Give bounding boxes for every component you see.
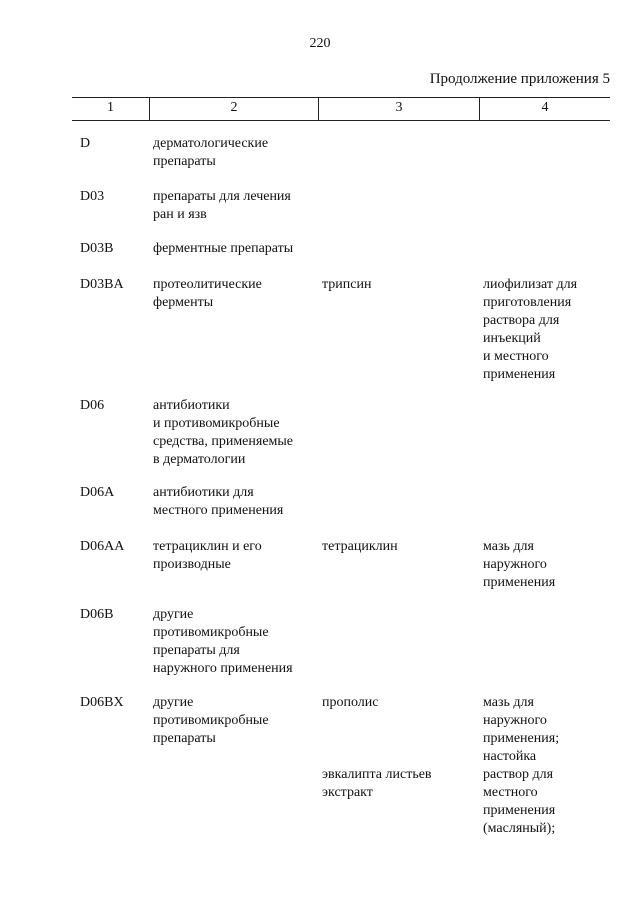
dosage-form: раствор для местного применения (масляный);	[483, 767, 556, 836]
group-name: тетрациклин и его производные	[153, 539, 262, 572]
atc-code: D06A	[80, 485, 115, 500]
atc-code: D03B	[80, 241, 114, 256]
drug-name: эвкалипта листьев экстракт	[322, 767, 432, 800]
group-name: антибиотики для местного применения	[153, 485, 284, 518]
atc-code: D	[80, 136, 91, 151]
group-name: дерматологические препараты	[153, 136, 269, 169]
continuation-title: Продолжение приложения 5	[429, 71, 610, 87]
group-name: другие противомикробные препараты для наружного применения	[153, 607, 293, 676]
atc-code: D06AA	[80, 539, 125, 554]
page-number: 220	[309, 36, 331, 51]
header-col-3: 3	[319, 98, 480, 120]
group-name: препараты для лечения ран и язв	[153, 189, 291, 222]
atc-code: D06	[80, 398, 105, 413]
header-col-4: 4	[541, 100, 549, 115]
atc-code: D06B	[80, 607, 114, 622]
dosage-form: мазь для наружного применения; настойка	[483, 695, 560, 764]
atc-code: D03	[80, 189, 105, 204]
group-name: антибиотики и противомикробные средства, применяемые в дерматологии	[153, 398, 294, 467]
header-col-2: 2	[150, 98, 319, 120]
dosage-form: мазь для наружного применения	[483, 539, 556, 590]
group-name: протеолитические ферменты	[153, 277, 262, 310]
group-name: ферментные препараты	[153, 241, 294, 256]
group-name: другие противомикробные препараты	[153, 695, 269, 746]
drug-name: трипсин	[322, 277, 372, 292]
drug-name: прополис	[322, 695, 379, 710]
atc-code: D03BA	[80, 277, 124, 292]
drug-name: тетрациклин	[322, 539, 398, 554]
dosage-form: лиофилизат для приготовления раствора для инъекций и местного применения	[483, 277, 578, 382]
header-col-1: 1	[72, 98, 150, 120]
atc-code: D06BX	[80, 695, 124, 710]
